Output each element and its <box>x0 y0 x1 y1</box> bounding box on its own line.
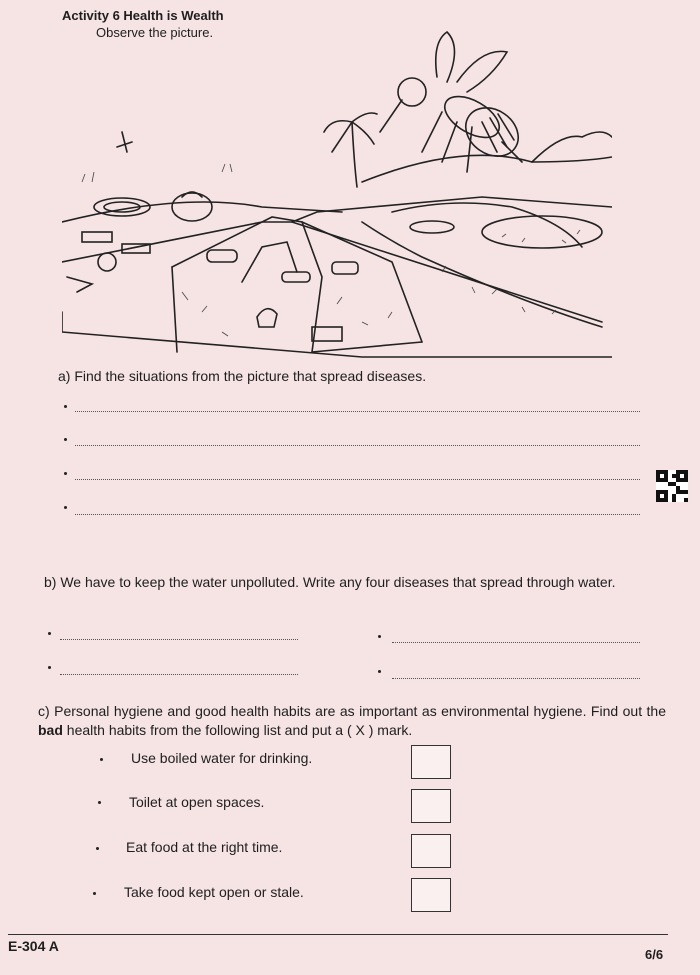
answer-line-b3[interactable] <box>60 674 298 675</box>
bullet <box>378 670 381 673</box>
answer-line-a1[interactable] <box>75 411 640 412</box>
answer-line-a3[interactable] <box>75 479 640 480</box>
activity-title: Activity 6 Health is Wealth <box>62 8 224 23</box>
bullet <box>48 632 51 635</box>
polluted-environment-illustration <box>62 22 612 367</box>
answer-line-b1[interactable] <box>60 639 298 640</box>
bullet <box>100 758 103 761</box>
paper-code: E-304 A <box>8 938 59 954</box>
checkbox-habit-1[interactable] <box>411 745 451 779</box>
habit-item-1: Use boiled water for drinking. <box>131 750 313 766</box>
habit-item-4: Take food kept open or stale. <box>124 884 304 900</box>
question-c-text-before: c) Personal hygiene and good health habits are as important as environmental hygiene. Find out the <box>38 703 666 719</box>
footer-rule <box>8 934 668 935</box>
question-c-text-after: health habits from the following list and put a ( X ) mark. <box>62 722 413 738</box>
checkbox-habit-4[interactable] <box>411 878 451 912</box>
bullet <box>96 847 99 850</box>
bullet <box>98 801 101 804</box>
answer-line-b2[interactable] <box>392 642 640 643</box>
answer-line-a4[interactable] <box>75 514 640 515</box>
answer-line-a2[interactable] <box>75 445 640 446</box>
bullet <box>64 438 67 441</box>
instruction-text: Observe the picture. <box>96 25 214 40</box>
bullet <box>64 472 67 475</box>
checkbox-habit-3[interactable] <box>411 834 451 868</box>
checkbox-habit-2[interactable] <box>411 789 451 823</box>
question-c <box>38 702 666 740</box>
bullet <box>64 506 67 509</box>
page-number: 6/6 <box>645 947 664 962</box>
bullet <box>378 635 381 638</box>
answer-line-b4[interactable] <box>392 678 640 679</box>
habit-item-2: Toilet at open spaces. <box>129 794 265 810</box>
question-c-bold-word: bad <box>38 722 63 738</box>
qr-code-image <box>656 470 688 502</box>
question-b: b) We have to keep the water unpolluted. Write any four diseases that spread through water. <box>44 574 616 590</box>
habit-item-3: Eat food at the right time. <box>126 839 283 855</box>
question-a: a) Find the situations from the picture that spread diseases. <box>58 368 427 384</box>
bullet <box>64 405 67 408</box>
bullet <box>93 892 96 895</box>
bullet <box>48 666 51 669</box>
